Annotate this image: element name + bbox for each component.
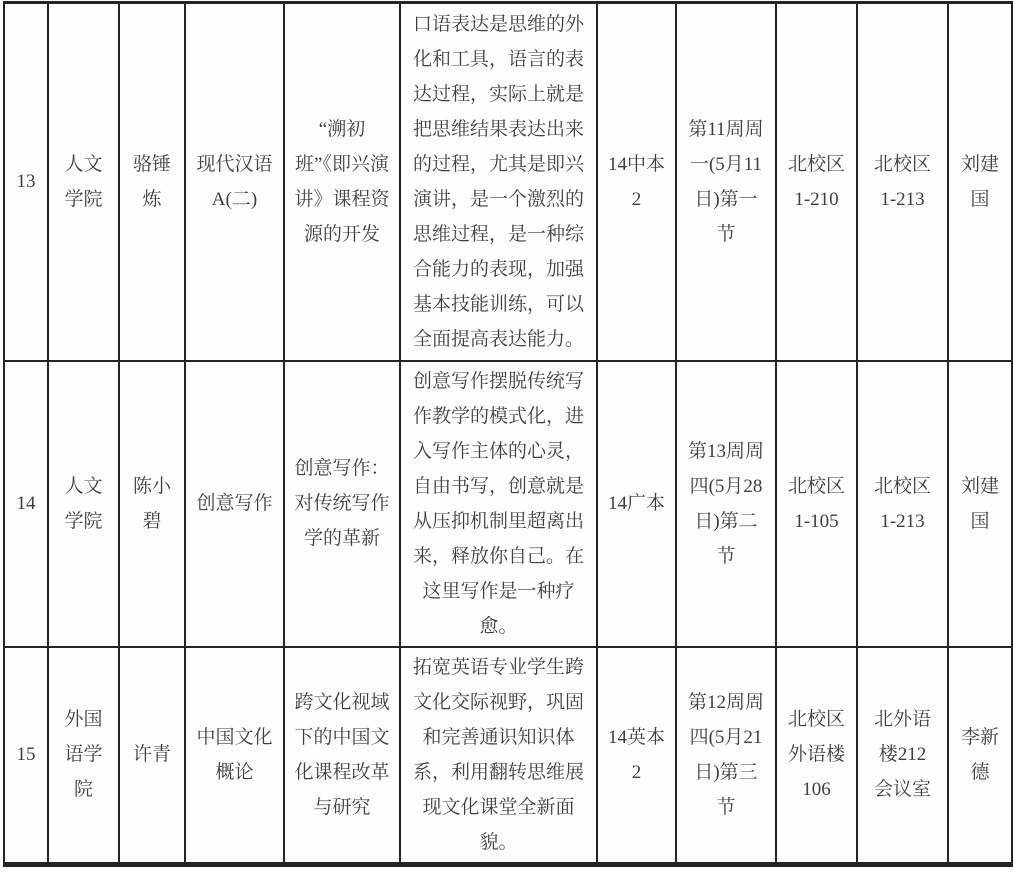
cell-course: 创意写作 — [185, 361, 284, 647]
cell-description: 拓宽英语专业学生跨文化交际视野，巩固和完善通识知识体系，利用翻转思维展现文化课堂全新面貌。 — [400, 647, 597, 865]
cell-college: 人文学院 — [48, 361, 119, 647]
cell-description: 口语表达是思维的外化和工具，语言的表达过程，实际上就是把思维结果表达出来的过程，尤其是即兴演讲，是一个激烈的思维过程，是一种综合能力的表现，加强基本技能训练，可以全面提高表达能力。 — [400, 3, 597, 361]
cell-topic: “溯初班”《即兴演讲》课程资源的开发 — [284, 3, 400, 361]
cell-location-1: 北校区外语楼106 — [776, 647, 857, 865]
cell-row-number: 13 — [4, 3, 48, 361]
cell-course: 中国文化概论 — [185, 647, 284, 865]
cell-topic: 创意写作：对传统写作学的革新 — [284, 361, 400, 647]
cell-class: 14中本2 — [597, 3, 676, 361]
cell-college: 外国语学院 — [48, 647, 119, 865]
cell-schedule: 第13周周四(5月28日)第二节 — [676, 361, 776, 647]
cell-location-1: 北校区1-105 — [776, 361, 857, 647]
cell-class: 14广本 — [597, 361, 676, 647]
cell-topic: 跨文化视域下的中国文化课程改革与研究 — [284, 647, 400, 865]
cell-class: 14英本2 — [597, 647, 676, 865]
cell-location-2: 北外语楼212会议室 — [857, 647, 948, 865]
cell-college: 人文学院 — [48, 3, 119, 361]
cell-person: 刘建国 — [948, 3, 1012, 361]
cell-location-2: 北校区1-213 — [857, 3, 948, 361]
cell-teacher: 许青 — [119, 647, 185, 865]
cell-course: 现代汉语A(二) — [185, 3, 284, 361]
table-row — [4, 361, 1012, 647]
table-row — [4, 3, 1012, 361]
cell-schedule: 第12周周四(5月21日)第三节 — [676, 647, 776, 865]
cell-teacher: 陈小碧 — [119, 361, 185, 647]
cell-location-1: 北校区1-210 — [776, 3, 857, 361]
cell-person: 李新德 — [948, 647, 1012, 865]
cell-description: 创意写作摆脱传统写作教学的模式化，进入写作主体的心灵，自由书写，创意就是从压抑机制里超离出来，释放你自己。在这里写作是一种疗愈。 — [400, 361, 597, 647]
cell-teacher: 骆锤炼 — [119, 3, 185, 361]
cell-row-number: 14 — [4, 361, 48, 647]
cell-schedule: 第11周周一(5月11日)第一节 — [676, 3, 776, 361]
table-row — [4, 647, 1012, 865]
course-schedule-table — [3, 1, 1013, 867]
cell-person: 刘建国 — [948, 361, 1012, 647]
cell-row-number: 15 — [4, 647, 48, 865]
cell-location-2: 北校区1-213 — [857, 361, 948, 647]
document-page — [0, 1, 1015, 872]
